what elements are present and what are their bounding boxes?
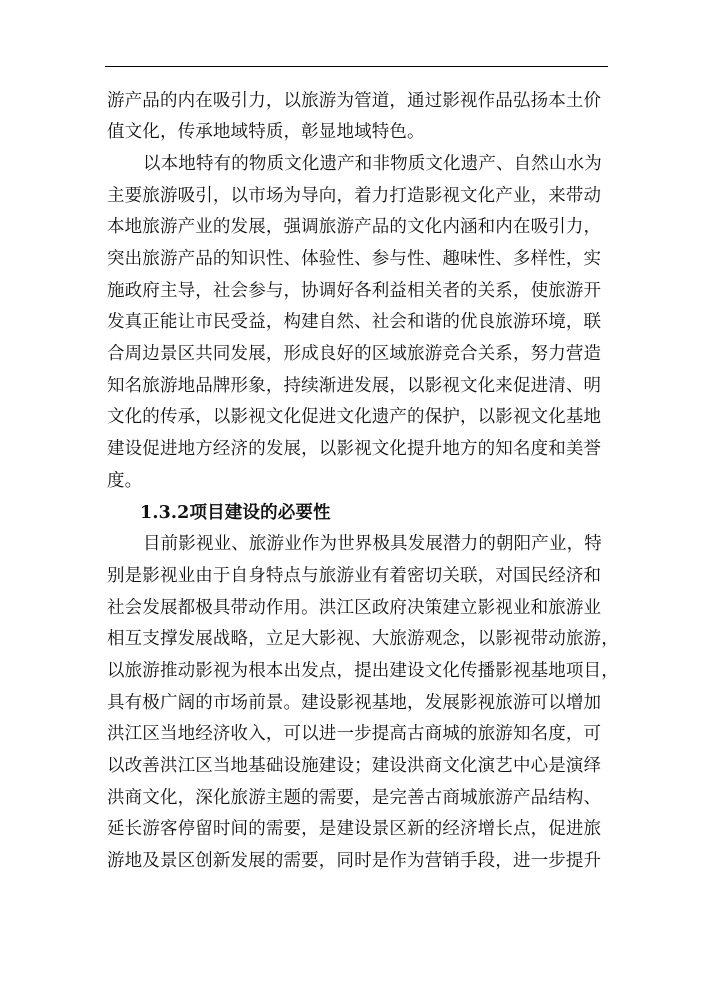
text-line: 度。 xyxy=(107,471,143,491)
text-line: 洪江区当地经济收入，可以进一步提高古商城的旅游知名度，可 xyxy=(107,724,602,744)
text-line: 知名旅游地品牌形象，持续渐进发展，以影视文化来促进清、明 xyxy=(107,376,602,396)
text-line: 相互支撑发展战略，立足大影视、大旅游观念，以影视带动旅游， xyxy=(107,629,619,649)
text-line: 具有极广阔的市场前景。建设影视基地，发展影视旅游可以增加 xyxy=(107,693,602,713)
text-line: 别是影视业由于自身特点与旅游业有着密切关联，对国民经济和 xyxy=(107,566,602,586)
text-line: 洪商文化，深化旅游主题的需要，是完善古商城旅游产品结构、 xyxy=(107,788,602,808)
text-line: 发真正能让市民受益，构建自然、社会和谐的优良旅游环境，联 xyxy=(107,312,602,332)
text-line: 以改善洪江区当地基础设施建设；建设洪商文化演艺中心是演绎 xyxy=(107,756,602,776)
text-line: 文化的传承，以影视文化促进文化遗产的保护，以影视文化基地 xyxy=(107,407,602,427)
paragraph-start: 以本地特有的物质文化遗产和非物质文化遗产、自然山水为 xyxy=(143,154,602,174)
text-line: 延长游客停留时间的需要，是建设景区新的经济增长点，促进旅 xyxy=(107,819,602,839)
text-line: 建设促进地方经济的发展，以影视文化提升地方的知名度和美誉 xyxy=(107,439,602,459)
text-line: 社会发展都极具带动作用。洪江区政府决策建立影视业和旅游业 xyxy=(107,598,602,618)
text-line: 合周边景区共同发展，形成良好的区域旅游竞合关系，努力营造 xyxy=(107,344,602,364)
text-line: 以旅游推动影视为根本出发点，提出建设文化传播影视基地项目， xyxy=(107,661,619,681)
text-line: 游地及景区创新发展的需要，同时是作为营销手段，进一步提升 xyxy=(107,851,602,871)
text-line: 值文化，传承地域特质，彰显地域特色。 xyxy=(107,122,425,142)
header-rule xyxy=(105,66,608,67)
text-line: 本地旅游产业的发展，强调旅游产品的文化内涵和内在吸引力， xyxy=(107,217,602,237)
section-heading: 1.3.2项目建设的必要性 xyxy=(140,503,331,523)
text-line: 施政府主导，社会参与，协调好各利益相关者的关系，使旅游开 xyxy=(107,281,602,301)
paragraph-start: 目前影视业、旅游业作为世界极具发展潜力的朝阳产业，特 xyxy=(143,534,602,554)
text-line: 突出旅游产品的知识性、体验性、参与性、趣味性、多样性，实 xyxy=(107,249,602,269)
text-line: 游产品的内在吸引力，以旅游为管道，通过影视作品弘扬本土价 xyxy=(107,91,602,111)
text-line: 主要旅游吸引，以市场为导向，着力打造影视文化产业，来带动 xyxy=(107,186,602,206)
